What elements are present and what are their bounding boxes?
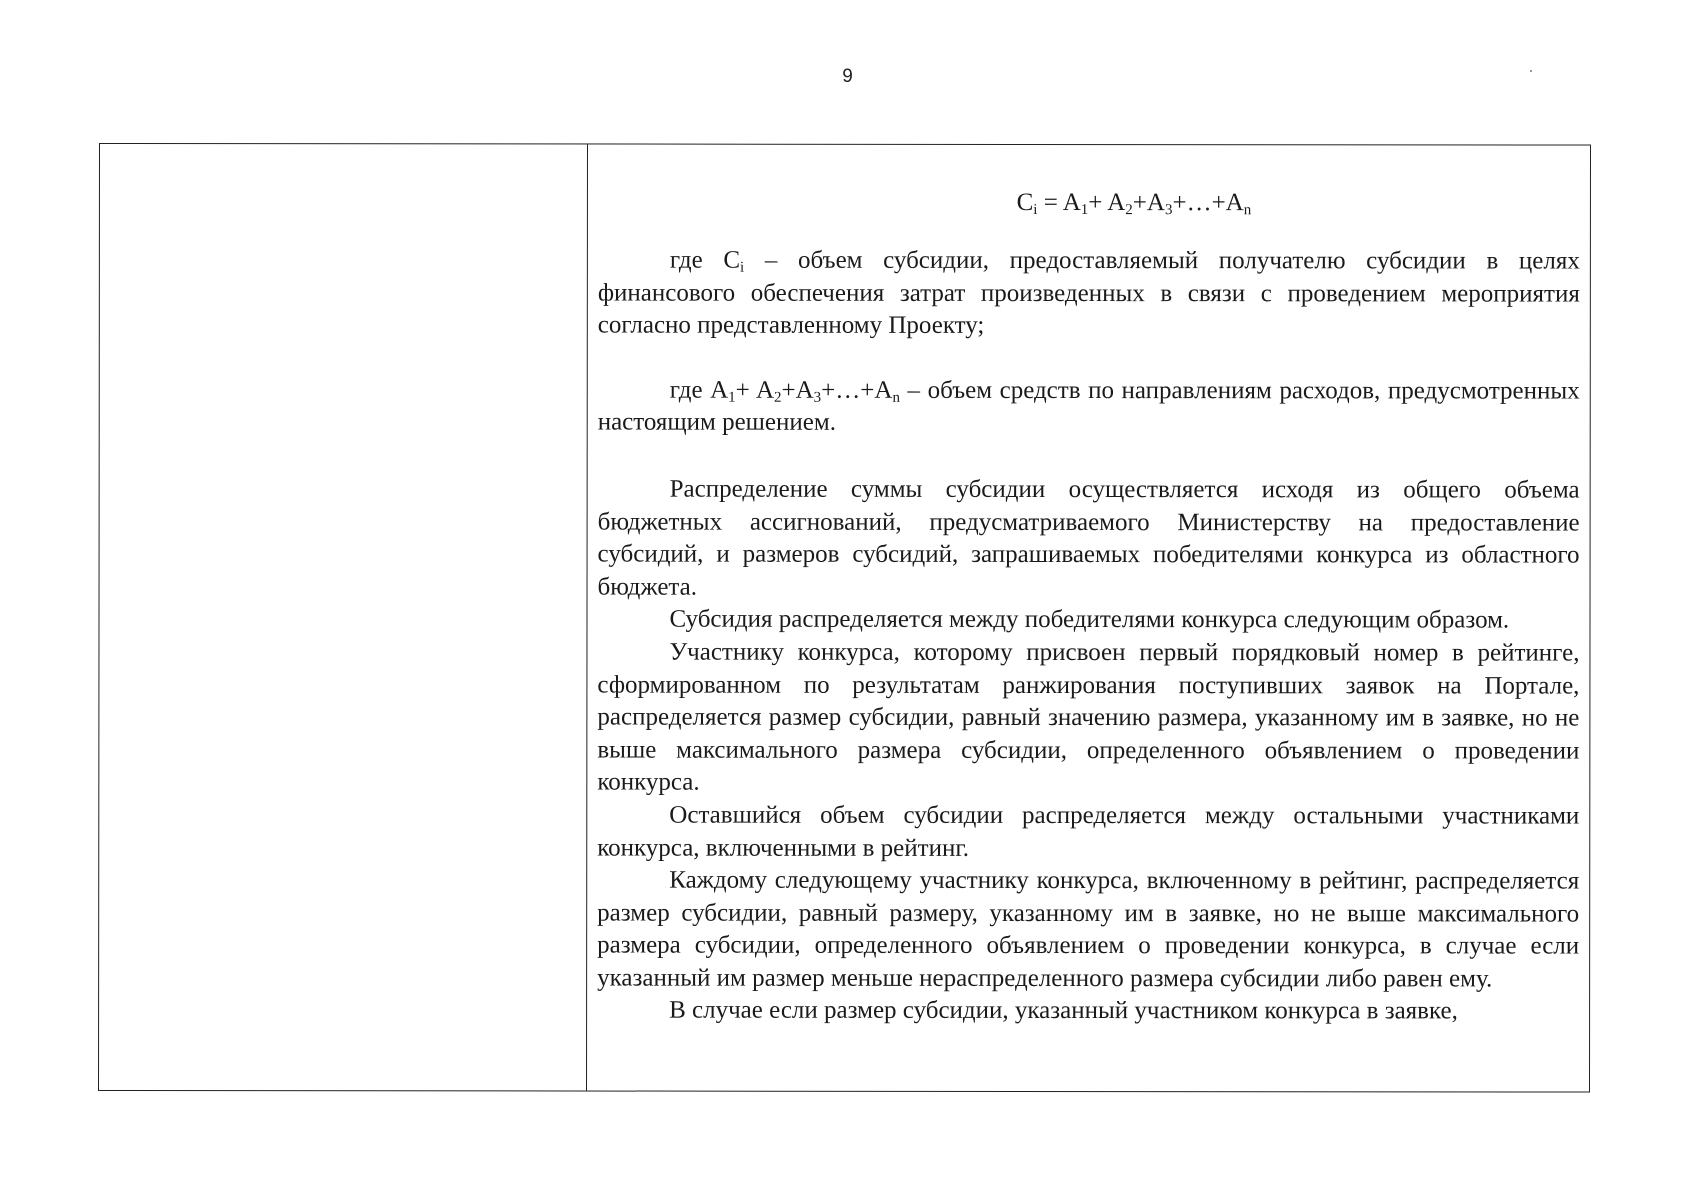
- formula-term-sub: n: [1243, 202, 1252, 219]
- formula-term: A: [1062, 189, 1081, 217]
- scan-speck: [1530, 70, 1532, 72]
- definition-a-sub: 3: [813, 389, 822, 406]
- body-text: [597, 245, 1580, 1029]
- table-right-cell: [587, 145, 1590, 1092]
- formula-term: A: [1146, 189, 1165, 217]
- formula-plus: +: [1132, 189, 1147, 217]
- formula-lhs: C: [1016, 188, 1034, 216]
- definition-a-part: + A: [735, 376, 775, 404]
- definition-a-sub: 2: [774, 389, 782, 406]
- definition-a-text: – объем средств по направлениям расходов, предусмотренных настоящим решением.: [597, 376, 1580, 437]
- definition-ci: [598, 245, 1580, 344]
- paragraph-case-if: В случае если размер субсидии, указанный участником конкурса в заявке,: [669, 997, 1458, 1025]
- definition-ci-sub: i: [740, 259, 745, 276]
- formula-ellipsis: +…+: [1172, 189, 1226, 217]
- paragraph-first-participant: Участнику конкурса, которому присвоен первый порядковый номер в рейтинге, сформированном по результатам ранжирования поступивших заявок на Портале, распределяется размер субсидии, равный значению размера, указанному им в заявке, но не выше максимального размера субсидии, определенного объявлением о проведении конкурса.: [597, 638, 1580, 796]
- subsidy-formula: [588, 187, 1590, 220]
- formula-lhs-sub: i: [1033, 201, 1038, 218]
- document-table: [98, 143, 1591, 1093]
- formula-equals: =: [1037, 188, 1063, 217]
- paragraph-distribution: Распределение суммы субсидии осуществляется исходя из общего объема бюджетных ассигнований, предусматриваемого Министерству на предоставление субсидий, и размеров субсидий, запрашиваемых победителями конкурса из областного бюджета.: [597, 475, 1580, 601]
- table-left-cell: [99, 144, 588, 1091]
- definition-a-prefix: где A: [669, 376, 729, 404]
- page-number: 9: [842, 66, 853, 87]
- formula-term-sub: 3: [1164, 202, 1173, 219]
- definition-ci-prefix: где C: [669, 246, 741, 274]
- formula-term-sub: 1: [1080, 202, 1089, 219]
- formula-plus: +: [1088, 189, 1108, 217]
- formula-term: A: [1225, 189, 1244, 217]
- definition-a-sub: n: [892, 389, 900, 406]
- definition-a-sub: 1: [728, 389, 736, 406]
- definition-ci-text: – объем субсидии, предоставляемый получателю субсидии в целях финансового обеспечения затрат произведенных в связи с проведением мероприятия согласно представленному Проекту;: [597, 246, 1580, 340]
- paragraph-remaining-volume: Оставшийся объем субсидии распределяется между остальными участниками конкурса, включенными в рейтинг.: [597, 801, 1580, 862]
- formula-term: A: [1107, 189, 1126, 217]
- definition-a-part: +A: [781, 376, 814, 404]
- definition-a: [598, 374, 1580, 440]
- paragraph-distribution-method: Субсидия распределяется между победителями конкурса следующим образом.: [669, 605, 1510, 634]
- definition-a-part: +…+A: [821, 376, 893, 404]
- formula-term-sub: 2: [1125, 202, 1133, 219]
- paragraph-next-participant: Каждому следующему участнику конкурса, включенному в рейтинг, распределяется размер субсидии, равный размеру, указанному им в заявке, но не выше максимального размера субсидии, определенного объявлением о проведении конкурса, в случае если указанный им размер меньше нераспределенного размера субсидии либо равен ему.: [597, 866, 1580, 993]
